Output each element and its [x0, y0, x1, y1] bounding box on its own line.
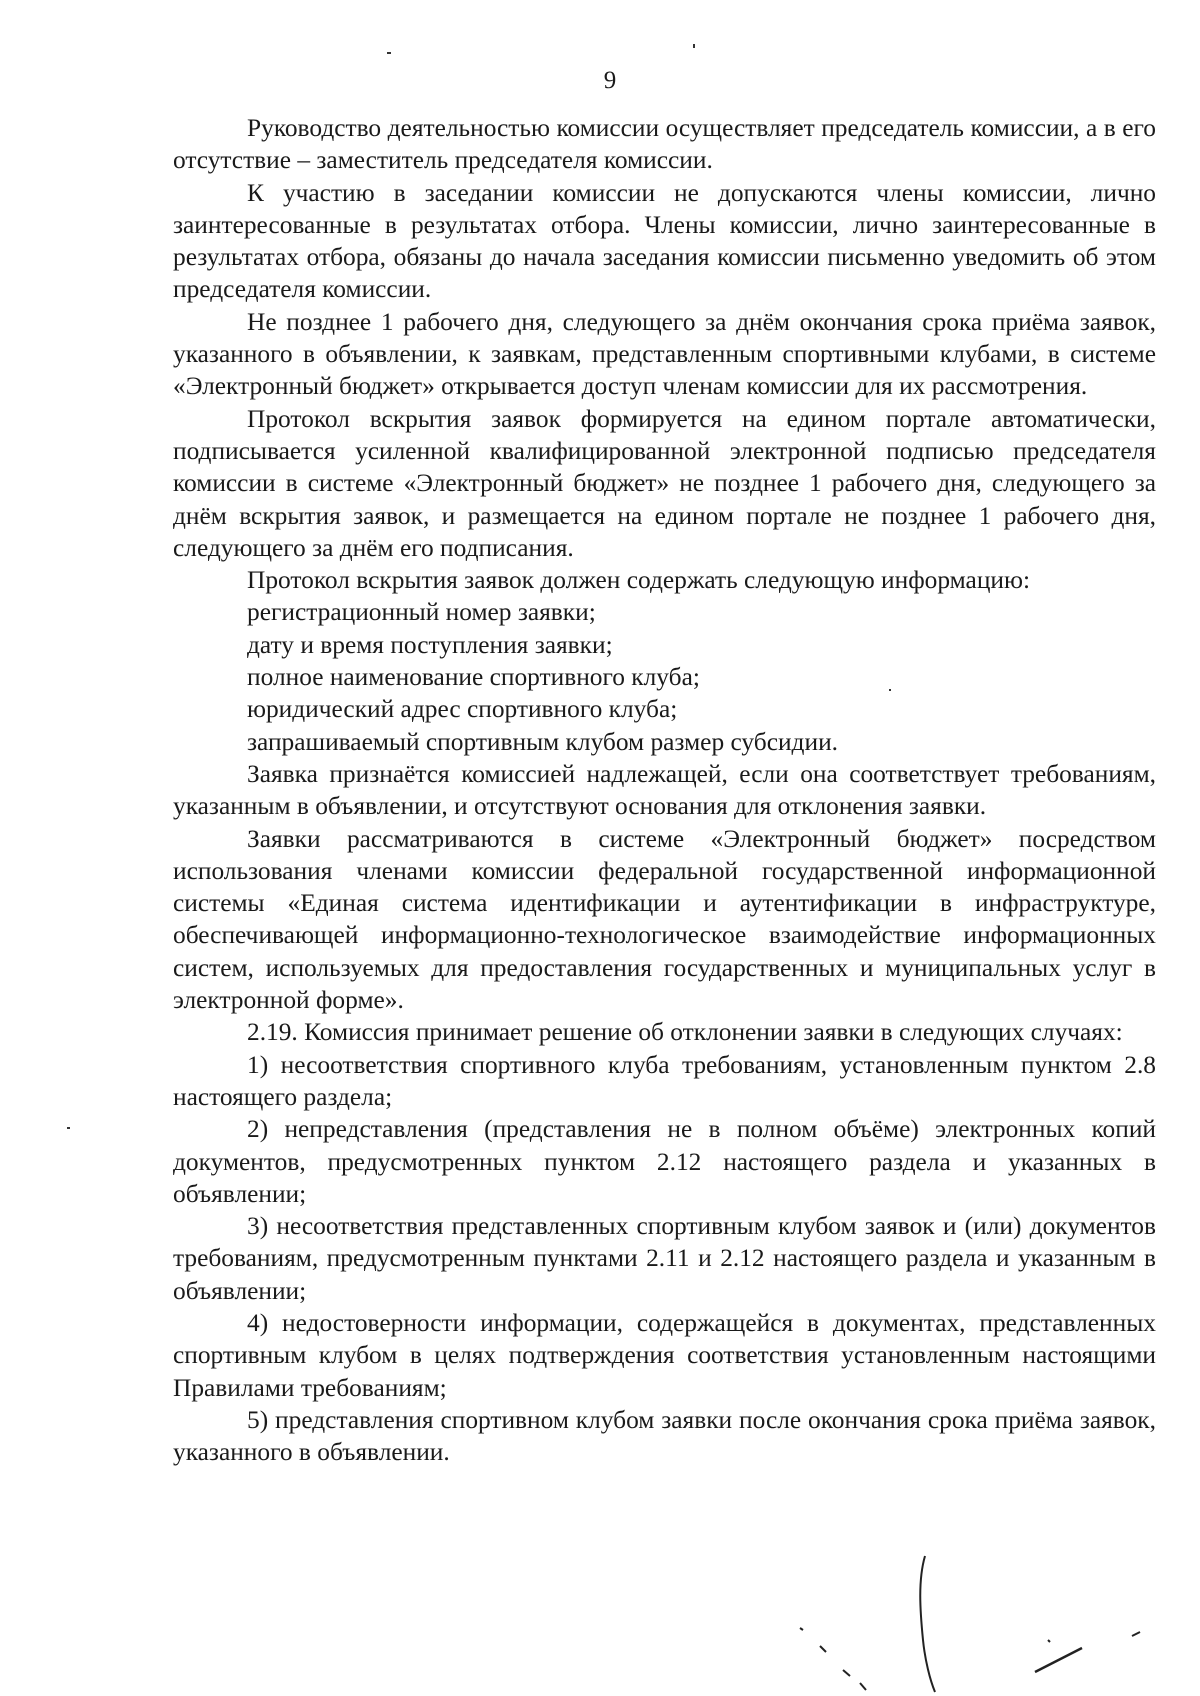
- numbered-item: 4) недостоверности информации, содержащейся в документах, представленных спортивным клубом в целях подтверждения соответствия установленным настоящими Правилами требованиям;: [173, 1308, 1156, 1402]
- numbered-item: 3) несоответствия представленных спортивным клубом заявок и (или) документов требованиям, предусмотренным пунктами 2.11 и 2.12 настоящего раздела и указанным в объявлении;: [173, 1212, 1156, 1305]
- numbered-item: 5) представления спортивном клубом заявки после окончания срока приёма заявок, указанного в объявлении.: [173, 1405, 1156, 1467]
- list-item: запрашиваемый спортивным клубом размер субсидии.: [247, 727, 839, 756]
- paragraph: Не позднее 1 рабочего дня, следующего за днём окончания срока приёма заявок, указанного в объявлении, к заявкам, представленным спортивными клубами, в системе «Электронный бюджет» открывается доступ членам комиссии для их рассмотрения.: [173, 307, 1156, 401]
- page-number: 9: [603, 67, 617, 94]
- list-item: регистрационный номер заявки;: [247, 598, 596, 627]
- numbered-item: 1) несоответствия спортивного клуба требованиям, установленным пунктом 2.8 настоящего раздела;: [173, 1050, 1156, 1111]
- paragraph: Заявки рассматриваются в системе «Электронный бюджет» посредством использования членами комиссии федеральной государственной информационной системы «Единая система идентификации и аутентификации в инфраструктуре, обеспечивающей информационно-технологическое взаимодействие информационных систем, используемых для предоставления государственных и муниципальных услуг в электронной форме».: [173, 824, 1156, 1015]
- list-item: юридический адрес спортивного клуба;: [247, 695, 678, 724]
- paragraph: Протокол вскрытия заявок формируется на едином портале автоматически, подписывается усиленной квалифицированной электронной подписью председателя комиссии в системе «Электронный бюджет» не позднее 1 рабочего дня, следующего за днём вскрытия заявок, и размещается на едином портале не позднее 1 рабочего дня, следующего за днём его подписания.: [173, 404, 1156, 562]
- paragraph: Руководство деятельностью комиссии осуществляет председатель комиссии, а в его отсутствие – заместитель председателя комиссии.: [173, 114, 1156, 175]
- paragraph: К участию в заседании комиссии не допускаются члены комиссии, лично заинтересованные в результатах отбора. Члены комиссии, лично заинтересованные в результатах отбора, обязаны до начала заседания комиссии письменно уведомить об этом председателя комиссии.: [173, 178, 1156, 304]
- paragraph: Протокол вскрытия заявок должен содержать следующую информацию:: [247, 566, 1031, 595]
- numbered-item: 2) непредставления (представления не в полном объёме) электронных копий документов, предусмотренных пунктом 2.12 настоящего раздела и указанных в объявлении;: [173, 1115, 1156, 1208]
- list-item: полное наименование спортивного клуба;: [247, 663, 700, 692]
- paragraph: Заявка признаётся комиссией надлежащей, если она соответствует требованиям, указанным в объявлении, и отсутствуют основания для отклонения заявки.: [173, 759, 1156, 821]
- section-clause: 2.19. Комиссия принимает решение об отклонении заявки в следующих случаях:: [247, 1018, 1123, 1047]
- list-item: дату и время поступления заявки;: [247, 630, 613, 659]
